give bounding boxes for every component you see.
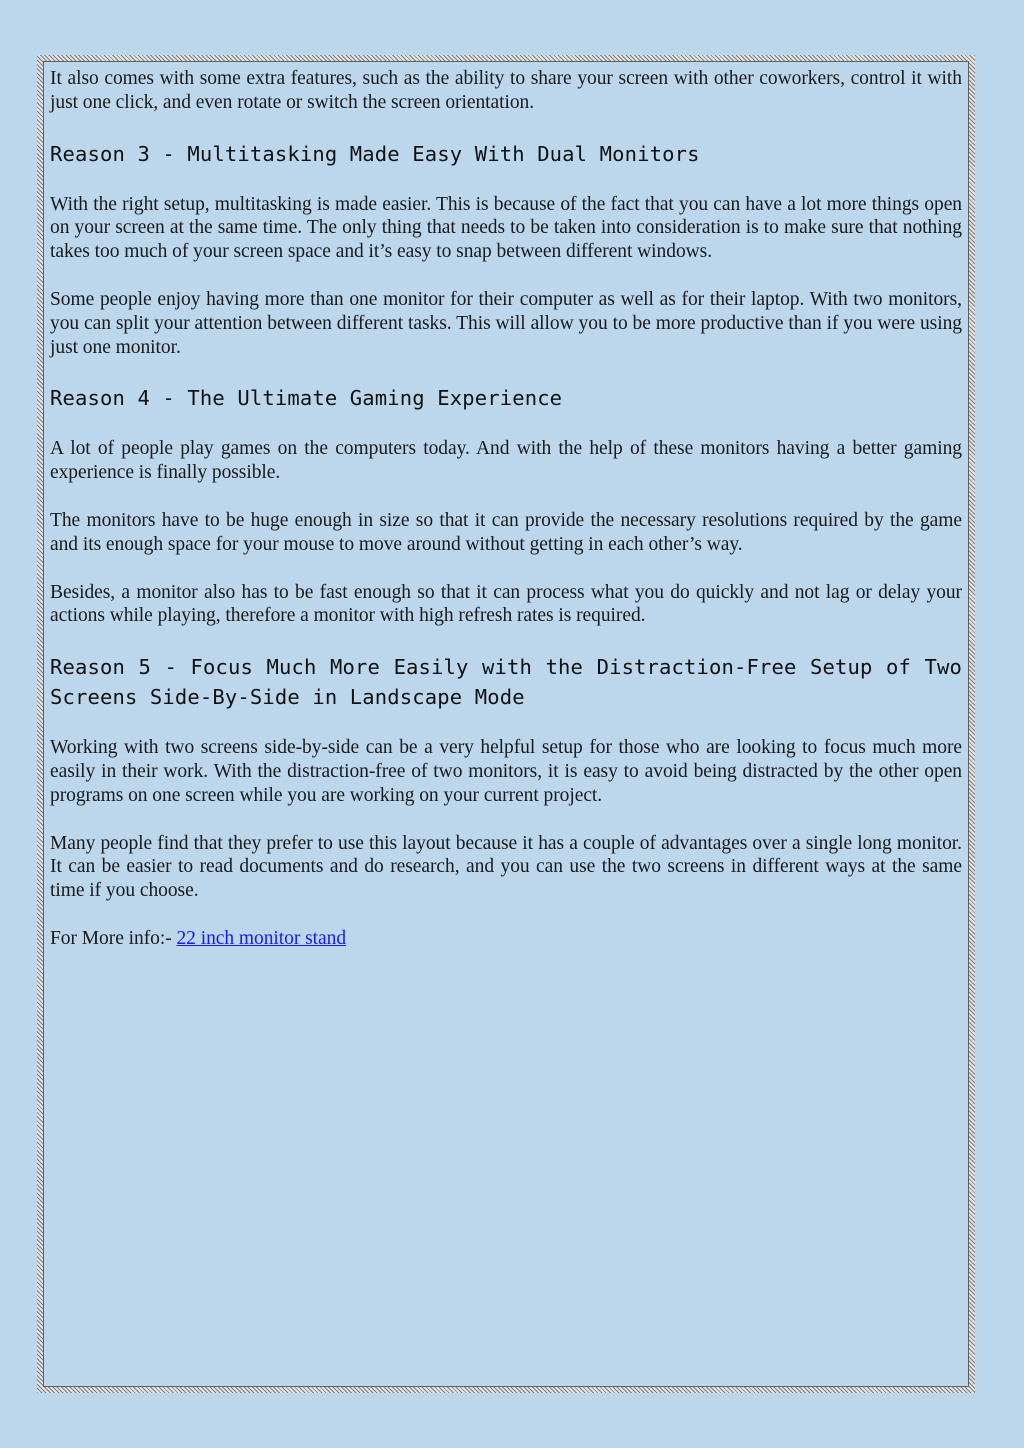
section-heading: Reason 5 - Focus Much More Easily with the Distraction-Free Setup of Two Screens Side-By-Side in Landscape Mode xyxy=(50,655,962,710)
intro-paragraph: It also comes with some extra features, such as the ability to share your screen with other coworkers, control it with just one click, and even rotate or switch the screen orientation. xyxy=(50,68,962,113)
section-heading: Reason 3 - Multitasking Made Easy With Dual Monitors xyxy=(50,141,700,166)
section-paragraph: Some people enjoy having more than one monitor for their computer as well as for their laptop. With two monitors, you can split your attention between different tasks. This will allow you to be more productive than if you were using just one monitor. xyxy=(50,288,962,358)
more-info-line xyxy=(50,927,962,951)
section-paragraph: Many people find that they prefer to use this layout because it has a couple of advantages over a single long monitor. It can be easier to read documents and do research, and you can use the two screens in different ways at the same time if you choose. xyxy=(50,832,962,902)
section-paragraph: The monitors have to be huge enough in size so that it can provide the necessary resolutions required by the game and its enough space for your mouse to move around without getting in each other’s way. xyxy=(50,509,962,555)
section-heading: Reason 4 - The Ultimate Gaming Experience xyxy=(50,386,563,411)
section-paragraph: Besides, a monitor also has to be fast enough so that it can process what you do quickly and not lag or delay your actions while playing, therefore a monitor with high refresh rates is required. xyxy=(50,581,962,627)
section-paragraph: A lot of people play games on the computers today. And with the help of these monitors having a better gaming experience is finally possible. xyxy=(50,438,962,484)
page-frame xyxy=(37,55,975,1393)
monitor-stand-link[interactable]: 22 inch monitor stand xyxy=(176,927,347,949)
more-info-label: For More info:- xyxy=(50,927,177,949)
document-body xyxy=(50,67,962,975)
section-paragraph: Working with two screens side-by-side can be a very helpful setup for those who are looking to focus much more easily in their work. With the distraction-free of two monitors, it is easy to avoid being distracted by the other open programs on one screen while you are working on your current project. xyxy=(50,737,962,806)
section-paragraph: With the right setup, multitasking is made easier. This is because of the fact that you can have a lot more things open on your screen at the same time. The only thing that needs to be taken into consideration is to make sure that nothing takes too much of your screen space and it’s easy to snap between different windows. xyxy=(50,193,962,263)
